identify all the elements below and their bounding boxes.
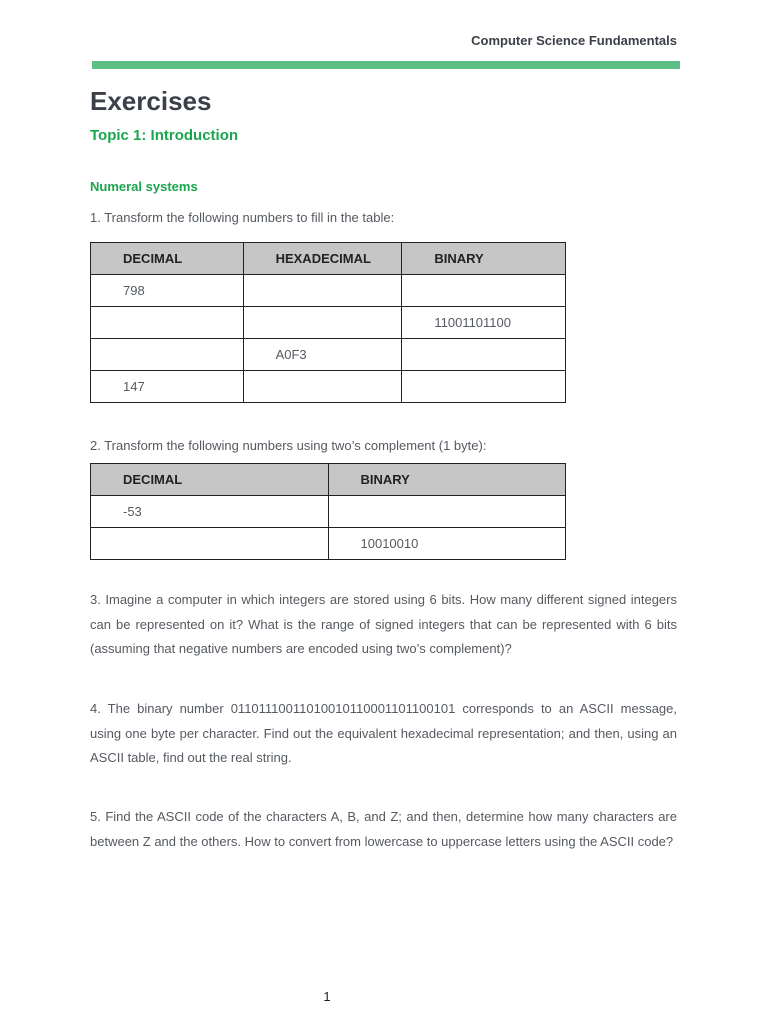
table-header-row	[91, 243, 566, 275]
table-cell: 10010010	[328, 528, 566, 560]
exercise-2-prompt: 2. Transform the following numbers using two’s complement (1 byte):	[90, 438, 487, 453]
table-header-row	[91, 464, 566, 496]
running-header: Computer Science Fundamentals	[471, 33, 677, 48]
table-cell	[91, 339, 244, 371]
exercise-5-text: 5. Find the ASCII code of the characters A, B, and Z; and then, determine how many characters are between Z and the others. How to convert from lowercase to uppercase letters using the ASCII code?	[90, 809, 677, 849]
topic-heading: Topic 1: Introduction	[90, 127, 239, 144]
column-header: BINARY	[402, 243, 566, 275]
exercise-1-prompt: 1. Transform the following numbers to fill in the table:	[90, 210, 395, 225]
table-cell	[402, 339, 566, 371]
column-header: DECIMAL	[91, 243, 244, 275]
table-row	[91, 307, 566, 339]
table-cell	[243, 371, 402, 403]
table-row	[91, 339, 566, 371]
table-row	[91, 496, 566, 528]
page-title: Exercises	[90, 86, 212, 116]
table-cell: 147	[91, 371, 244, 403]
table-cell	[243, 307, 402, 339]
table-cell: 798	[91, 275, 244, 307]
table-row	[91, 528, 566, 560]
table-cell: A0F3	[243, 339, 402, 371]
table-cell	[91, 307, 244, 339]
section-heading: Numeral systems	[90, 179, 198, 194]
table-cell	[328, 496, 566, 528]
table-cell: 11001101100	[402, 307, 566, 339]
page-number: 1	[323, 989, 331, 1004]
table-cell: -53	[91, 496, 329, 528]
table-row	[91, 371, 566, 403]
table-cell	[91, 528, 329, 560]
table-cell	[243, 275, 402, 307]
column-header: DECIMAL	[91, 464, 329, 496]
header-rule	[92, 61, 680, 69]
column-header: BINARY	[328, 464, 566, 496]
exercise-1-table	[90, 242, 566, 403]
column-header: HEXADECIMAL	[243, 243, 402, 275]
exercise-4-text: 4. The binary number 0110111001101001011000110110010​1 corresponds to an ASCII message, using one byte per character. Find out the equivalent hexadecimal representation; and then, using an ASCII table, find out the real string.	[90, 701, 677, 765]
table-cell	[402, 371, 566, 403]
table-row	[91, 275, 566, 307]
exercise-3-text: 3. Imagine a computer in which integers are stored using 6 bits. How many different signed integers can be represented on it? What is the range of signed integers that can be represented with 6 bits (assuming that negative numbers are encoded using two’s complement)?	[90, 592, 677, 656]
exercise-2-table	[90, 463, 566, 560]
table-cell	[402, 275, 566, 307]
